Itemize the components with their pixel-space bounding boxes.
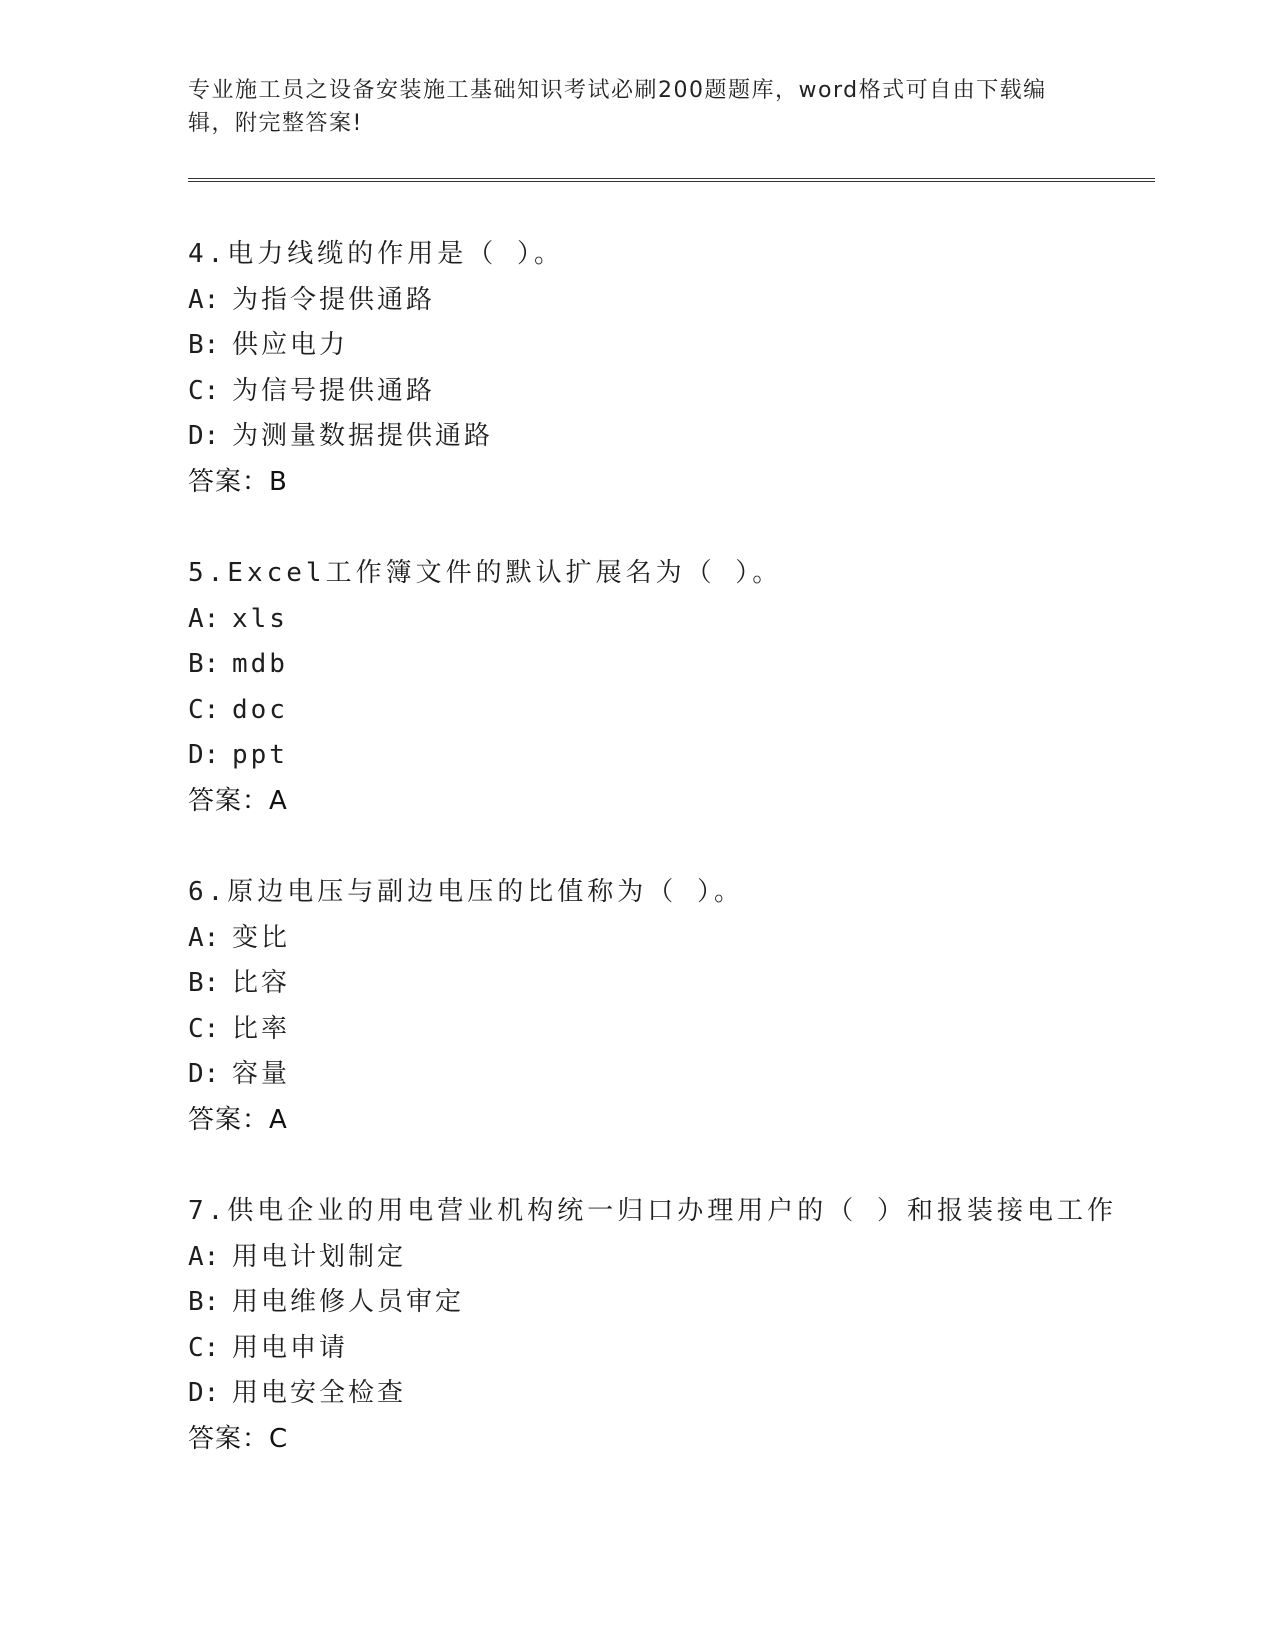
option-text: 为测量数据提供通路	[232, 421, 494, 451]
option-c	[188, 369, 1168, 415]
question-6	[188, 870, 1168, 1143]
option-d	[188, 1371, 1168, 1417]
option-text: 变比	[232, 922, 291, 953]
option-letter: C:	[188, 1332, 220, 1363]
document-title: 专业施工员之设备安装施工基础知识考试必刷200题题库，word格式可自由下载编辑，附完整答案!	[188, 78, 1047, 136]
option-c	[188, 1326, 1168, 1372]
option-text: mdb	[232, 649, 288, 679]
option-letter: D:	[188, 1378, 220, 1408]
option-text: ppt	[232, 740, 288, 770]
option-text: 用电申请	[232, 1332, 349, 1363]
option-d	[188, 733, 1168, 779]
option-letter: B:	[188, 330, 220, 360]
header-divider	[188, 178, 1155, 182]
option-b	[188, 642, 1168, 688]
answer-line: 答案：A	[188, 1104, 288, 1135]
answer-line: 答案：B	[188, 466, 288, 497]
question-stem: 7.供电企业的用电营业机构统一归口办理用户的（ ）和报装接电工作	[188, 1196, 1117, 1226]
question-stem: 4.电力线缆的作用是（ ）。	[188, 239, 564, 269]
option-c	[188, 1007, 1168, 1053]
question-7	[188, 1189, 1168, 1462]
question-stem: 6.原边电压与副边电压的比值称为（ ）。	[188, 877, 744, 907]
option-letter: C:	[188, 694, 220, 725]
option-a	[188, 916, 1168, 962]
option-text: 用电维修人员审定	[232, 1287, 465, 1317]
option-letter: A:	[188, 922, 220, 953]
option-b	[188, 1280, 1168, 1326]
option-letter: A:	[188, 284, 220, 315]
option-text: 为信号提供通路	[232, 375, 436, 406]
option-a	[188, 278, 1168, 324]
option-letter: D:	[188, 740, 220, 770]
document-header	[188, 74, 1088, 140]
answer-line: 答案：C	[188, 1423, 289, 1454]
option-text: 为指令提供通路	[232, 284, 436, 315]
option-text: doc	[232, 694, 288, 725]
option-text: 用电安全检查	[232, 1378, 407, 1408]
option-b	[188, 961, 1168, 1007]
option-letter: A:	[188, 1241, 220, 1272]
option-text: 容量	[232, 1059, 291, 1089]
option-text: 比率	[232, 1013, 291, 1044]
option-letter: D:	[188, 421, 220, 451]
question-stem: 5.Excel工作簿文件的默认扩展名为（ ）。	[188, 558, 783, 588]
answer-line: 答案：A	[188, 785, 288, 816]
question-list	[188, 232, 1168, 1508]
option-letter: B:	[188, 1287, 220, 1317]
option-a	[188, 597, 1168, 643]
option-text: 用电计划制定	[232, 1241, 407, 1272]
option-d	[188, 414, 1168, 460]
question-5	[188, 551, 1168, 824]
option-d	[188, 1052, 1168, 1098]
option-text: 比容	[232, 968, 291, 998]
option-c	[188, 688, 1168, 734]
question-4	[188, 232, 1168, 505]
option-letter: A:	[188, 603, 220, 634]
option-letter: C:	[188, 375, 220, 406]
option-text: xls	[232, 603, 288, 634]
option-a	[188, 1235, 1168, 1281]
option-text: 供应电力	[232, 330, 349, 360]
option-letter: B:	[188, 968, 220, 998]
option-letter: C:	[188, 1013, 220, 1044]
option-b	[188, 323, 1168, 369]
option-letter: B:	[188, 649, 220, 679]
option-letter: D:	[188, 1059, 220, 1089]
